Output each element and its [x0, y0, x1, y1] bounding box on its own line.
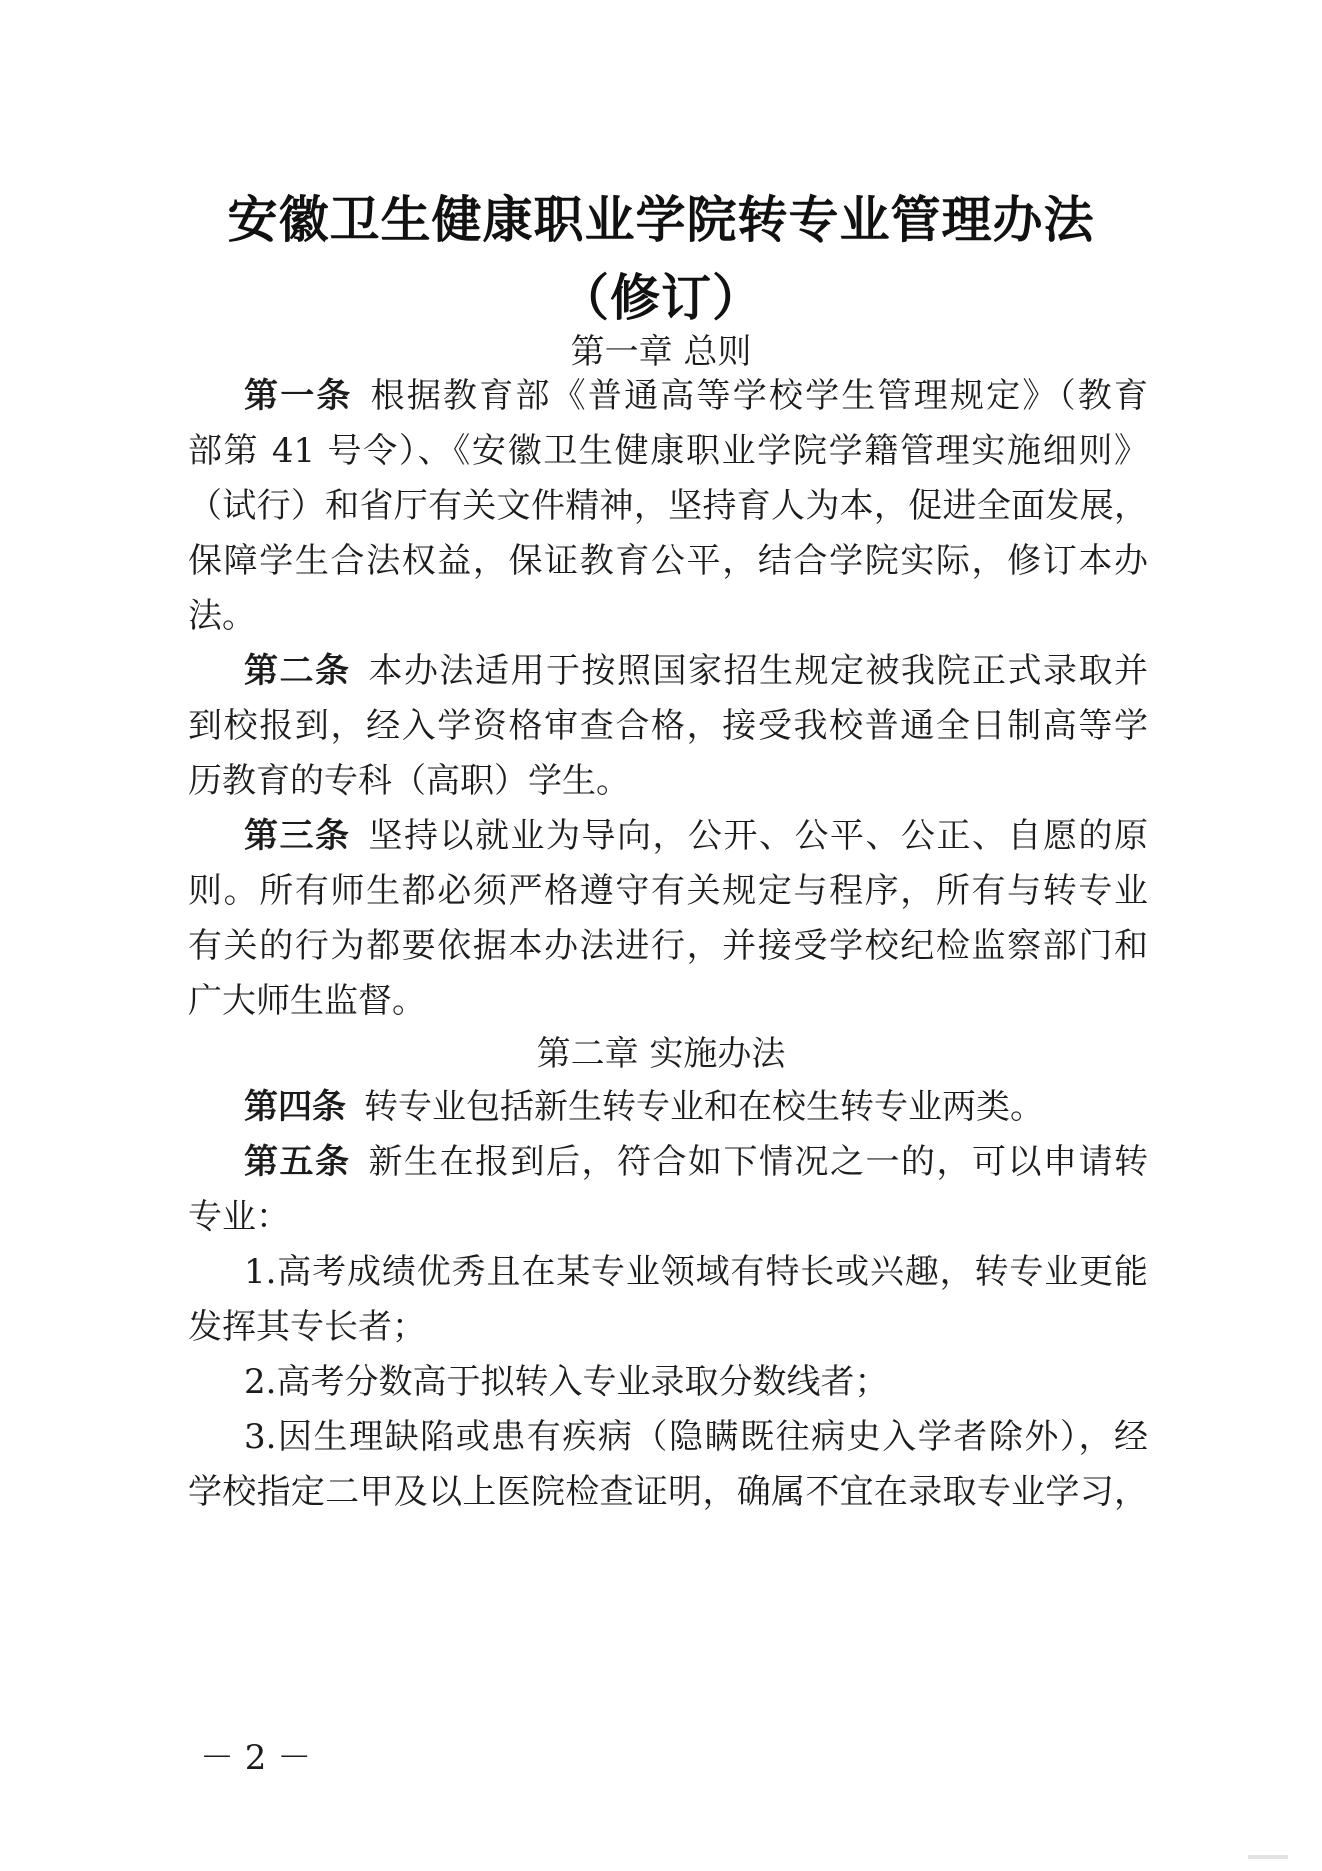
article-paragraph-line: 第三条 坚持以就业为导向，公开、公平、公正、自愿的原 — [244, 816, 1148, 856]
list-item: 2.高考分数高于拟转入专业录取分数线者； — [244, 1362, 889, 1402]
article-paragraph-line: 第一条 根据教育部《普通高等学校学生管理规定》（教育 — [244, 376, 1148, 416]
article-paragraph-line: 则。所有师生都必须严格遵守有关规定与程序，所有与转专业 — [188, 871, 1148, 911]
list-item: 发挥其专长者； — [188, 1307, 426, 1347]
article-paragraph-line: 历教育的专科（高职）学生。 — [188, 761, 630, 801]
article-paragraph-line: 有关的行为都要依据本办法进行，并接受学校纪检监察部门和 — [188, 926, 1148, 966]
article-paragraph-line: 第二条 本办法适用于按照国家招生规定被我院正式录取并 — [244, 651, 1148, 691]
article-paragraph-line: 法。 — [188, 596, 256, 636]
article-paragraph-line: 专业： — [188, 1197, 290, 1237]
article-paragraph-line: 第五条 新生在报到后，符合如下情况之一的，可以申请转 — [244, 1142, 1148, 1182]
chapter-heading: 第二章 实施办法 — [536, 1034, 786, 1074]
document-title: 安徽卫生健康职业学院转专业管理办法 — [227, 191, 1095, 249]
article-paragraph-line: 第四条 转专业包括新生转专业和在校生转专业两类。 — [244, 1087, 1044, 1127]
article-label: 第一条 — [244, 376, 353, 416]
scan-mark — [1248, 1855, 1288, 1859]
article-paragraph-line: 部第 41 号令）、《安徽卫生健康职业学院学籍管理实施细则》 — [188, 431, 1148, 471]
article-paragraph-line: 广大师生监督。 — [188, 981, 426, 1021]
page-number: － 2 － — [200, 1738, 312, 1778]
chapter-heading: 第一章 总则 — [570, 332, 752, 372]
article-paragraph-line: （试行）和省厅有关文件精神，坚持育人为本，促进全面发展， — [188, 486, 1148, 526]
document-subtitle: （修订） — [559, 269, 763, 327]
list-item: 1.高考成绩优秀且在某专业领域有特长或兴趣，转专业更能 — [244, 1252, 1148, 1292]
article-label: 第二条 — [244, 651, 351, 691]
list-item: 3.因生理缺陷或患有疾病（隐瞒既往病史入学者除外），经 — [244, 1417, 1148, 1457]
article-paragraph-line: 保障学生合法权益，保证教育公平，结合学院实际，修订本办 — [188, 541, 1148, 581]
article-paragraph-line: 到校报到，经入学资格审查合格，接受我校普通全日制高等学 — [188, 706, 1148, 746]
list-item: 学校指定二甲及以上医院检查证明，确属不宜在录取专业学习， — [188, 1472, 1148, 1512]
article-label: 第四条 — [244, 1087, 346, 1127]
article-label: 第三条 — [244, 816, 351, 856]
article-label: 第五条 — [244, 1142, 351, 1182]
